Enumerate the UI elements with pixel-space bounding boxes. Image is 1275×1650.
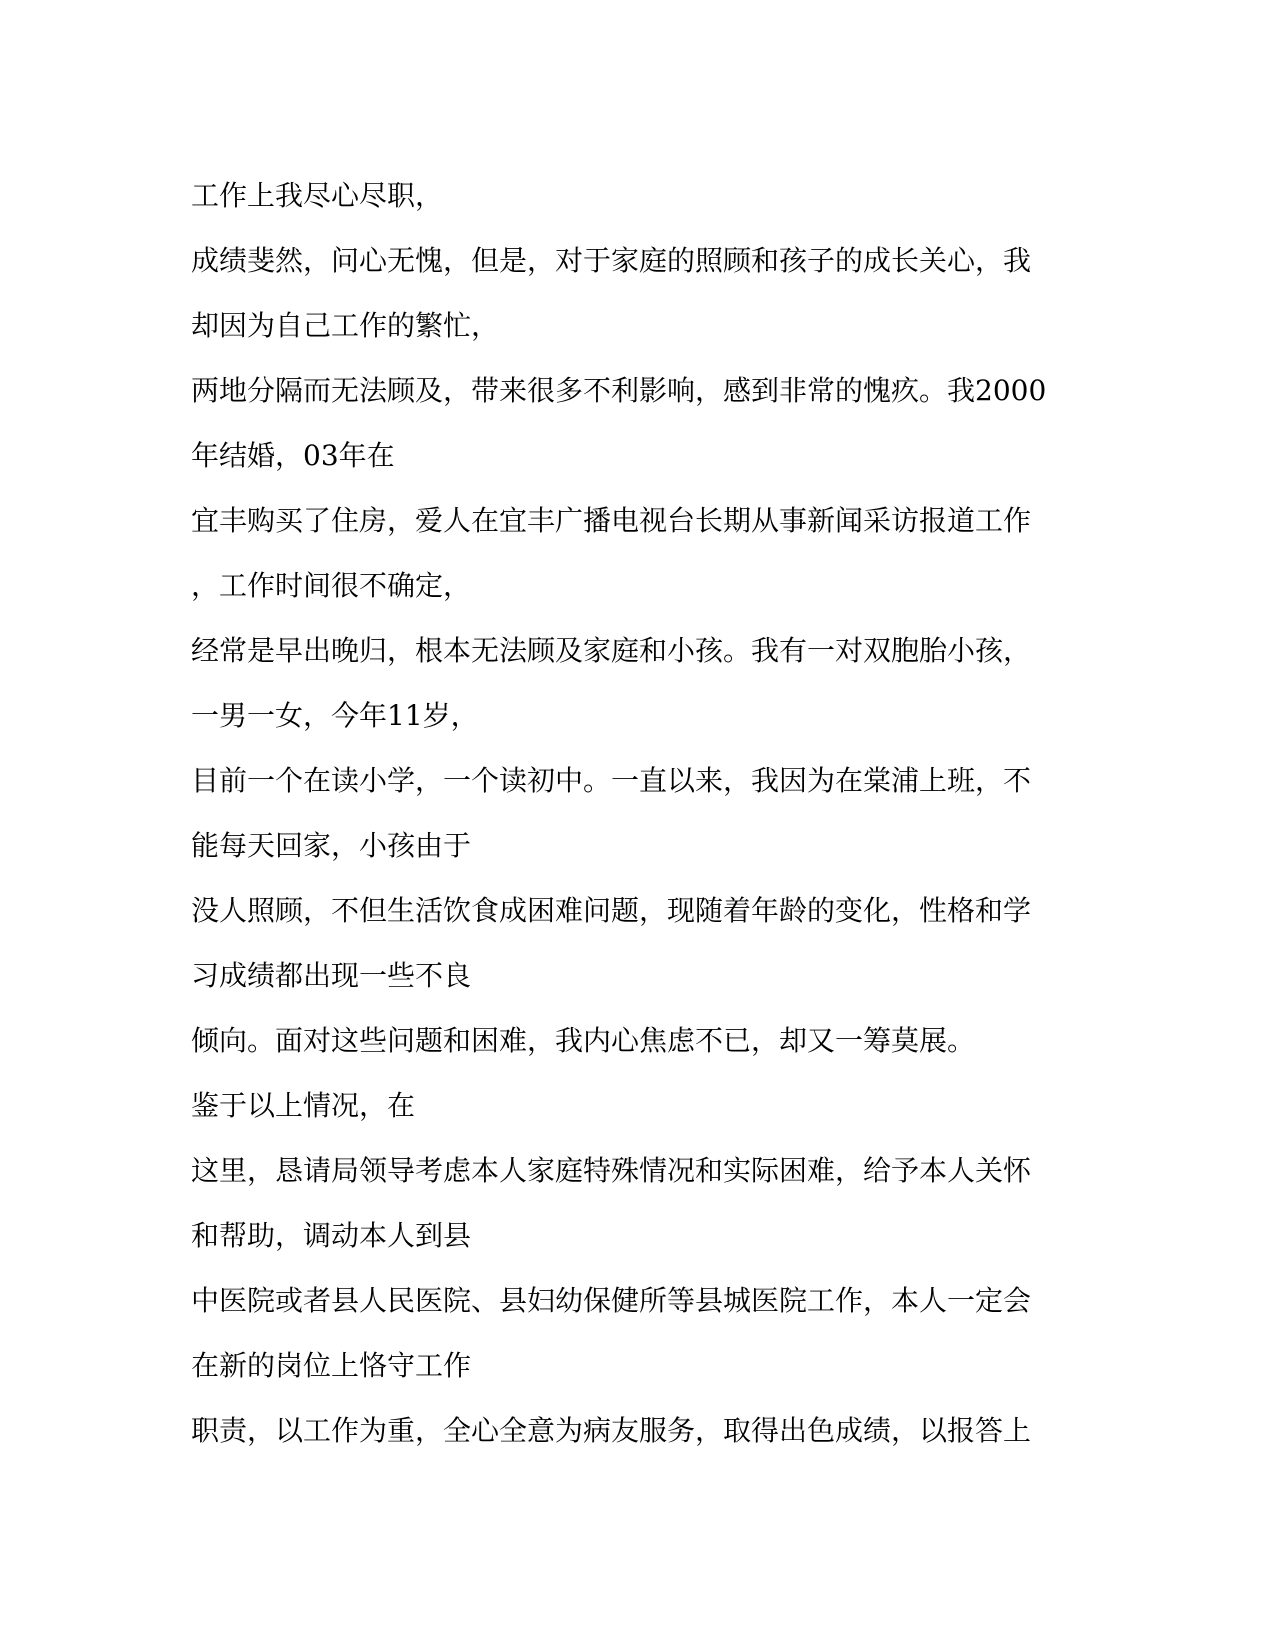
text-line: 倾向。面对这些问题和困难，我内心焦虑不已，却又一筹莫展。 xyxy=(191,1024,976,1057)
text-line: 在新的岗位上恪守工作 xyxy=(191,1349,472,1382)
text-line: 中医院或者县人民医院、县妇幼保健所等县城医院工作，本人一定会 xyxy=(191,1284,1032,1317)
text-line: ，工作时间很不确定， xyxy=(191,569,472,602)
text-line: 职责，以工作为重，全心全意为病友服务，取得出色成绩，以报答上 xyxy=(191,1414,1032,1447)
text-line: 一男一女，今年11岁， xyxy=(191,699,479,732)
text-line: 宜丰购买了住房，爱人在宜丰广播电视台长期从事新闻采访报道工作 xyxy=(191,504,1032,537)
text-line: 成绩斐然，问心无愧，但是，对于家庭的照顾和孩子的成长关心，我 xyxy=(191,244,1032,277)
text-line: 目前一个在读小学，一个读初中。一直以来，我因为在棠浦上班，不 xyxy=(191,764,1032,797)
document-body xyxy=(191,163,1091,1463)
text-line: 年结婚，03年在 xyxy=(191,439,395,472)
text-line: 工作上我尽心尽职， xyxy=(191,179,444,212)
text-line: 没人照顾，不但生活饮食成困难问题，现随着年龄的变化，性格和学 xyxy=(191,894,1032,927)
text-line: 鉴于以上情况，在 xyxy=(191,1089,416,1122)
text-line: 能每天回家，小孩由于 xyxy=(191,829,472,862)
text-line: 两地分隔而无法顾及，带来很多不利影响，感到非常的愧疚。我2000 xyxy=(191,374,1047,407)
text-line: 这里，恳请局领导考虑本人家庭特殊情况和实际困难，给予本人关怀 xyxy=(191,1154,1032,1187)
text-line: 却因为自己工作的繁忙， xyxy=(191,309,500,342)
text-line: 和帮助，调动本人到县 xyxy=(191,1219,472,1252)
text-line: 经常是早出晚归，根本无法顾及家庭和小孩。我有一对双胞胎小孩， xyxy=(191,634,1032,667)
text-line: 习成绩都出现一些不良 xyxy=(191,959,472,992)
